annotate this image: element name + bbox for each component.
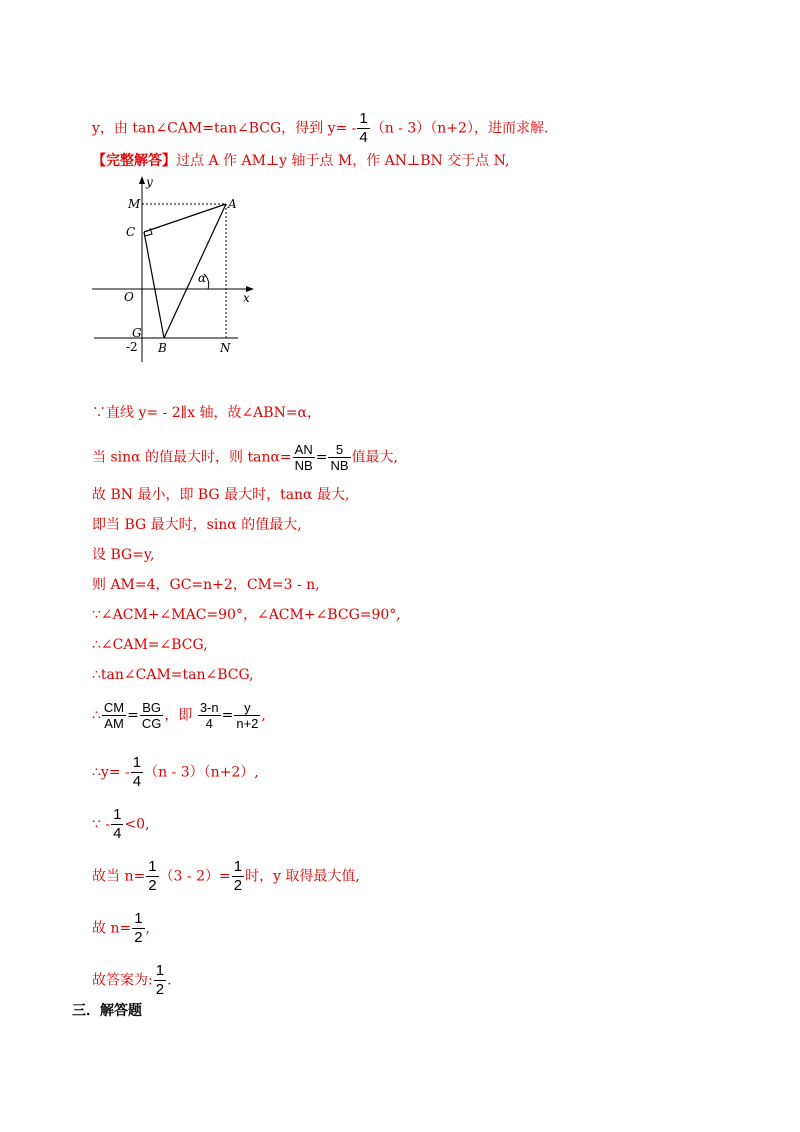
fraction: $\frac{1}{2}$ <box>148 858 157 894</box>
label-x: x <box>243 291 250 305</box>
step-11: ∴y= - $\frac{1}{4}$ （n - 3）（n+2）, <box>92 754 259 790</box>
step-1: ∵直线 y= - 2∥x 轴，故∠ABN=α， <box>92 405 322 421</box>
label-N: N <box>220 341 231 355</box>
fraction: $\frac{1}{2}$ <box>155 962 165 998</box>
fraction: $\frac{BG}{CG}$ <box>141 700 162 731</box>
label-B: B <box>158 341 167 355</box>
fraction: $\frac{1}{4}$ <box>132 754 142 790</box>
step-5: 设 BG=y, <box>92 547 155 563</box>
label-minus-2: -2 <box>126 340 138 354</box>
step-8: ∴∠CAM=∠BCG, <box>92 637 208 653</box>
fraction: $\frac{1}{2}$ <box>134 910 143 946</box>
fraction: $\frac{1}{4}$ <box>359 110 368 146</box>
fraction: $\frac{5}{NB}$ <box>330 442 349 473</box>
intro-suffix: （n - 3）（n+2），进而求解. <box>370 120 549 137</box>
section-heading: 三．解答题 <box>72 1003 142 1019</box>
intro-line <box>92 110 548 147</box>
step-6: 则 AM=4，GC=n+2，CM=3 - n, <box>92 577 320 593</box>
step-9: ∴tan∠CAM=tan∠BCG, <box>92 667 254 683</box>
fraction: $\frac{3-n}{4}$ <box>199 700 219 731</box>
step-10: ∴ $\frac{CM}{AM}$ = $\frac{BG}{CG}$ ，即 $\frac{3-n}{4}$ = $\frac{y}{n+2}$ , <box>92 700 266 731</box>
solution-heading-line <box>92 152 509 170</box>
fraction: $\frac{y}{n+2}$ <box>236 700 259 731</box>
label-y: y <box>146 175 153 189</box>
step-4: 即当 BG 最大时，sinα 的值最大, <box>92 517 302 533</box>
label-O: O <box>124 290 134 304</box>
geometry-figure <box>88 170 268 370</box>
step-12: ∵ - $\frac{1}{4}$ <0, <box>92 806 150 842</box>
step-13: 故当 n= $\frac{1}{2}$ （3 - 2）= $\frac{1}{2}$ 时，y 取得最大值, <box>92 858 360 894</box>
fraction: $\frac{1}{4}$ <box>113 806 122 842</box>
step-14: 故 n= $\frac{1}{2}$ , <box>92 910 150 946</box>
fraction: $\frac{AN}{NB}$ <box>294 442 313 473</box>
label-alpha: α <box>198 271 207 285</box>
fraction: $\frac{1}{2}$ <box>233 858 243 894</box>
step-7: ∵∠ACM+∠MAC=90°，∠ACM+∠BCG=90°, <box>92 607 401 623</box>
fraction: $\frac{CM}{AM}$ <box>103 700 125 731</box>
step-2: 当 sinα 的值最大时，则 tanα= $\frac{AN}{NB}$ = $\frac{5}{NB}$ 值最大, <box>92 442 398 473</box>
label-G: G <box>132 326 142 340</box>
label-C: C <box>126 225 136 239</box>
solution-tag: 【完整解答】 <box>92 153 176 169</box>
label-A: A <box>228 197 237 211</box>
step-3: 故 BN 最小，即 BG 最大时，tanα 最大, <box>92 487 350 503</box>
intro-prefix: y，由 tan∠CAM=tan∠BCG，得到 y= - <box>92 120 357 137</box>
step-15: 故答案为: $\frac{1}{2}$ . <box>92 962 172 998</box>
label-M: M <box>128 197 141 211</box>
solution-intro: 过点 A 作 AM⊥y 轴于点 M，作 AN⊥BN 交于点 N, <box>176 153 510 169</box>
